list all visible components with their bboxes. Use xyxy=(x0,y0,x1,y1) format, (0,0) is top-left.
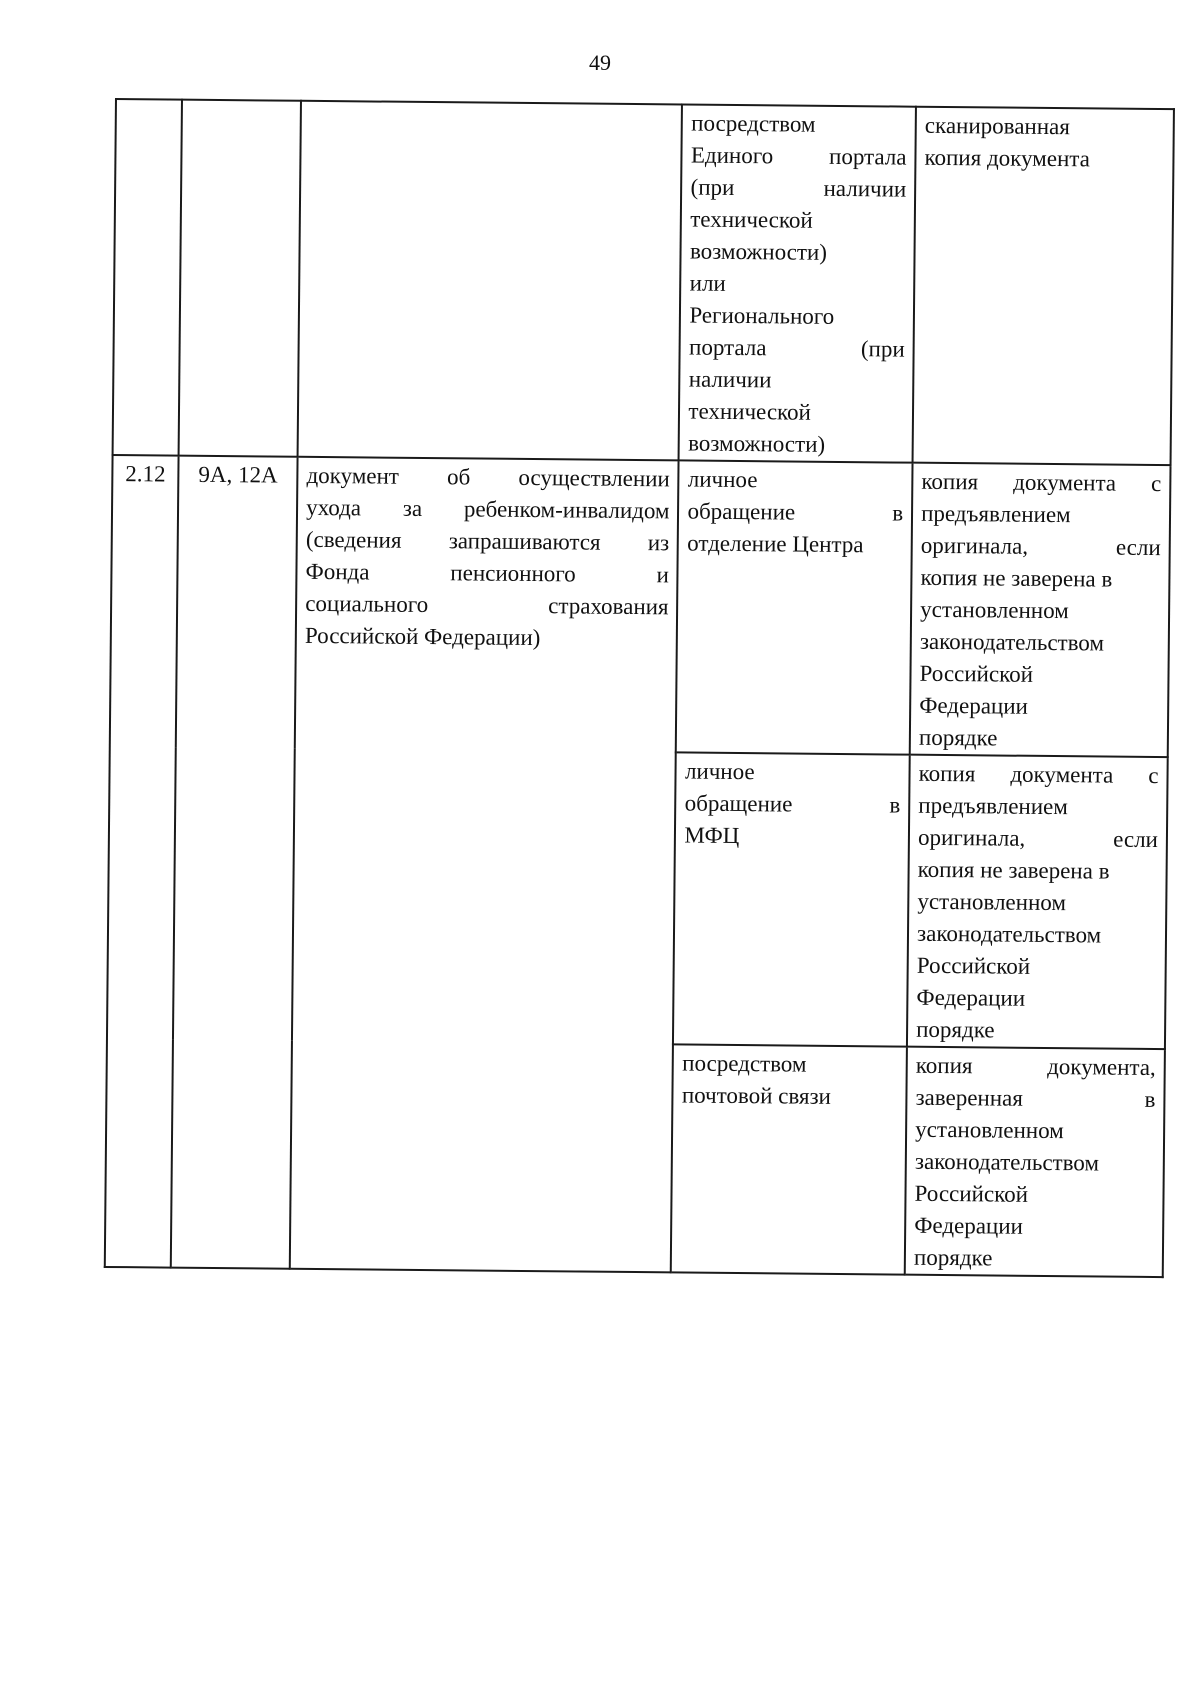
form-line: Российской xyxy=(919,660,1034,687)
form-line: установленном xyxy=(917,888,1067,916)
submission-method-cell xyxy=(671,1044,907,1274)
document-form-cell xyxy=(907,755,1168,1049)
form-line: законодательством xyxy=(914,1148,1100,1176)
form-line: копия документа xyxy=(924,144,1090,172)
method-line: обращение в xyxy=(687,498,904,526)
form-line: порядке xyxy=(916,1016,995,1043)
form-line: порядке xyxy=(918,724,998,751)
form-line: Федерации xyxy=(919,692,1029,719)
table-row xyxy=(110,455,1171,757)
method-line: или xyxy=(689,270,726,296)
row-reference-cell: 9А, 12А xyxy=(171,456,298,1269)
form-line: установленном xyxy=(915,1116,1064,1144)
form-line: предъявлением xyxy=(918,792,1068,820)
form-line: заверенная в xyxy=(915,1084,1156,1113)
method-line: отделение Центра xyxy=(687,530,864,558)
method-line: наличии xyxy=(688,366,772,393)
method-line: технической xyxy=(690,206,813,233)
description-line: ухода за ребенком-инвалидом xyxy=(306,494,670,524)
form-line: оригинала, если xyxy=(920,532,1161,561)
method-line: посредством xyxy=(682,1050,807,1077)
table-row xyxy=(113,99,1174,465)
method-line: личное xyxy=(684,758,755,785)
form-line: копия не заверена в xyxy=(920,564,1113,592)
document-description-cell xyxy=(290,457,679,1273)
method-line: Единого портала xyxy=(690,142,907,170)
form-line: установленном xyxy=(920,596,1069,624)
form-line: копия не заверена в xyxy=(917,856,1110,884)
method-line: МФЦ xyxy=(684,822,740,849)
method-line: посредством xyxy=(691,110,816,137)
method-line: Регионального xyxy=(689,302,835,329)
form-line: сканированная xyxy=(924,112,1071,140)
page-number: 49 xyxy=(589,50,611,75)
form-line: законодательством xyxy=(919,628,1105,656)
form-line: порядке xyxy=(913,1244,993,1271)
document-form-cell xyxy=(905,1047,1165,1277)
method-line: обращение в xyxy=(684,790,901,818)
method-line: технической xyxy=(688,398,812,425)
description-line: (сведения запрашиваются из xyxy=(305,526,670,556)
method-line: (при наличии xyxy=(690,174,907,202)
row-reference-cell xyxy=(179,100,301,457)
form-line: предъявлением xyxy=(921,500,1071,528)
method-line: возможности) xyxy=(689,238,828,265)
description-line: Фонда пенсионного и xyxy=(305,558,670,588)
document-form-cell xyxy=(913,107,1174,465)
document-form-cell xyxy=(910,463,1171,757)
row-number-cell: 2.12 xyxy=(105,455,179,1268)
submission-method-cell xyxy=(673,752,909,1046)
method-line: личное xyxy=(687,466,758,493)
documents-table xyxy=(104,98,1175,1278)
form-line: Федерации xyxy=(914,1212,1024,1239)
form-line: Российской xyxy=(916,952,1031,979)
description-line: Российской Федерации) xyxy=(304,622,541,651)
submission-method-cell xyxy=(676,460,912,754)
row-number-cell xyxy=(113,99,183,456)
description-line: социального страхования xyxy=(305,590,669,620)
form-line: копия документа с xyxy=(921,468,1162,497)
method-line: возможности) xyxy=(688,430,826,457)
method-line: портала (при xyxy=(688,334,905,362)
form-line: Российской xyxy=(914,1180,1029,1207)
form-line: оригинала, если xyxy=(917,824,1159,853)
form-line: копия документа, xyxy=(915,1052,1156,1081)
form-line: законодательством xyxy=(916,920,1102,948)
form-line: копия документа с xyxy=(918,760,1159,789)
method-line: почтовой связи xyxy=(681,1082,832,1109)
description-line: документ об осуществлении xyxy=(306,462,670,492)
document-description-cell xyxy=(298,101,683,461)
form-line: Федерации xyxy=(916,984,1026,1011)
submission-method-cell xyxy=(679,104,916,462)
